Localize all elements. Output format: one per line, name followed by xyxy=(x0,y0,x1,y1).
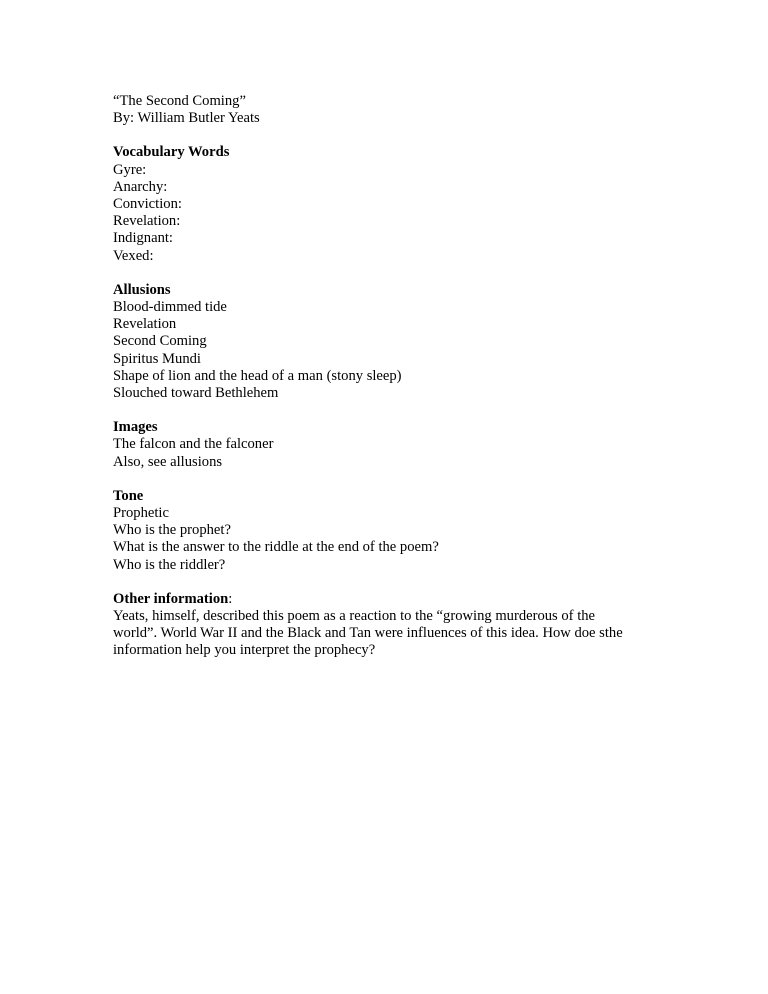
allusion-item: Shape of lion and the head of a man (stony sleep) xyxy=(113,367,402,384)
vocabulary-item: Conviction: xyxy=(113,196,182,213)
tone-item: Who is the riddler? xyxy=(113,556,226,573)
tone-item: Prophetic xyxy=(113,505,169,522)
other-information-section xyxy=(113,591,673,660)
allusion-item: Slouched toward Bethlehem xyxy=(113,385,279,402)
document-page xyxy=(113,93,673,660)
tone-item: What is the answer to the riddle at the end of the poem? xyxy=(113,539,439,556)
poem-title: “The Second Coming” xyxy=(113,93,246,109)
allusion-item: Spiritus Mundi xyxy=(113,350,201,367)
other-information-text-line: information help you interpret the prophecy? xyxy=(113,642,376,659)
images-heading: Images xyxy=(113,419,158,436)
other-information-colon: : xyxy=(228,590,233,607)
vocabulary-item: Anarchy: xyxy=(113,178,168,195)
images-section xyxy=(113,419,673,471)
image-item: Also, see allusions xyxy=(113,453,223,470)
other-information-heading: Other information xyxy=(113,590,229,607)
vocabulary-item: Indignant: xyxy=(113,230,173,247)
other-information-text-line: world”. World War II and the Black and Tan were influences of this idea. How doe sthe xyxy=(113,625,623,642)
tone-section xyxy=(113,488,673,574)
poem-author: By: William Butler Yeats xyxy=(113,110,260,127)
image-item: The falcon and the falconer xyxy=(113,436,274,453)
allusions-heading: Allusions xyxy=(113,281,171,298)
vocabulary-item: Gyre: xyxy=(113,161,147,178)
vocabulary-section xyxy=(113,144,673,264)
allusions-section xyxy=(113,282,673,402)
vocabulary-heading: Vocabulary Words xyxy=(113,144,230,161)
allusion-item: Revelation xyxy=(113,316,177,333)
allusion-item: Second Coming xyxy=(113,333,207,350)
header-block xyxy=(113,93,673,127)
other-information-text-line: Yeats, himself, described this poem as a reaction to the “growing murderous of the xyxy=(113,608,596,625)
allusion-item: Blood-dimmed tide xyxy=(113,299,227,316)
vocabulary-item: Vexed: xyxy=(113,247,154,264)
tone-item: Who is the prophet? xyxy=(113,522,231,539)
vocabulary-item: Revelation: xyxy=(113,213,181,230)
tone-heading: Tone xyxy=(113,487,144,504)
other-information-heading-line xyxy=(113,591,673,608)
